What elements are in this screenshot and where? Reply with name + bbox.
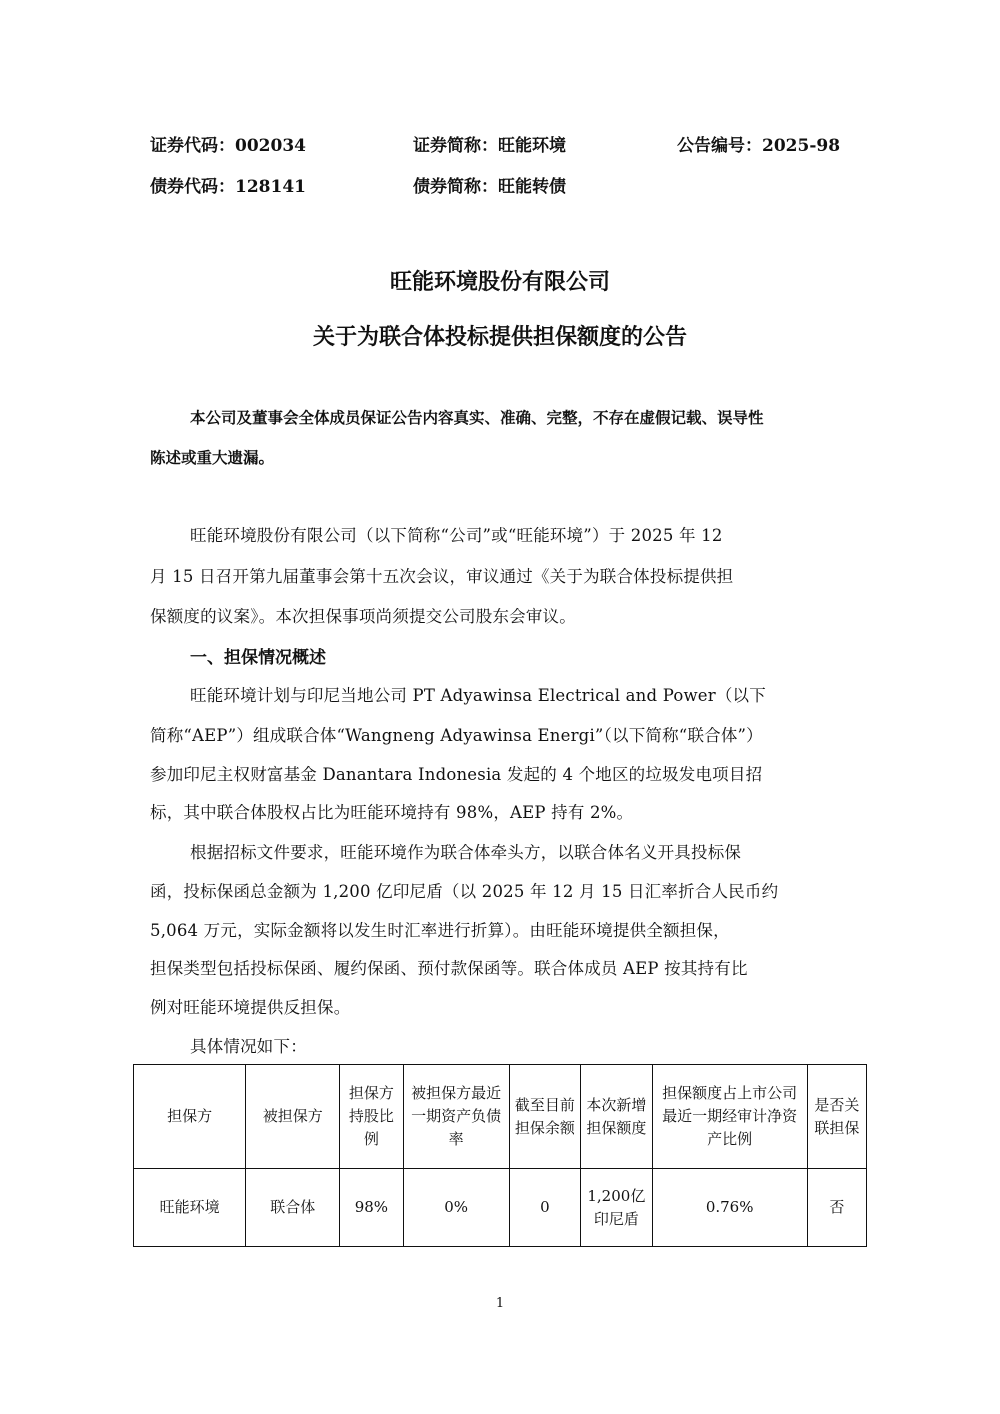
cell-related-party: 否 <box>807 1169 866 1247</box>
board-statement-line-1: 本公司及董事会全体成员保证公告内容真实、准确、完整，不存在虚假记载、误导性 <box>190 408 764 427</box>
para1-line-3: 参加印尼主权财富基金 Danantara Indonesia 发起的 4 个地区的垃圾发电项目招 <box>150 765 763 784</box>
notice-number: 公告编号：2025-98 <box>677 136 841 156</box>
col-header-related-party: 是否关联担保 <box>807 1065 866 1169</box>
para1-line-1: 旺能环境计划与印尼当地公司 PT Adyawinsa Electrical and Power（以下 <box>190 686 766 705</box>
cell-guarantor: 旺能环境 <box>134 1169 246 1247</box>
cell-new-guarantee-amount: 1,200亿印尼盾 <box>581 1169 652 1247</box>
board-statement-line-2: 陈述或重大遗漏。 <box>150 448 275 467</box>
announcement-title: 关于为联合体投标提供担保额度的公告 <box>312 324 687 350</box>
stock-code: 证券代码：002034 <box>150 136 306 156</box>
para2-line-2: 函，投标保函总金额为 1,200 亿印尼盾（以 2025 年 12 月 15 日汇率折合人民币约 <box>150 882 779 901</box>
col-header-current-balance: 截至目前担保余额 <box>509 1065 580 1169</box>
para2-line-5: 例对旺能环境提供反担保。 <box>150 998 351 1017</box>
table-header-row <box>134 1065 867 1169</box>
col-header-shareholding-ratio: 担保方持股比例 <box>340 1065 403 1169</box>
bond-abbreviation: 债券简称：旺能转债 <box>413 177 566 197</box>
cell-asset-liability-ratio: 0% <box>403 1169 509 1247</box>
para1-line-2: 简称“AEP”）组成联合体“Wangneng Adyawinsa Energi”（以下简称“联合体”） <box>150 726 763 745</box>
bond-code: 债券代码：128141 <box>150 177 306 197</box>
cell-shareholding-ratio: 98% <box>340 1169 403 1247</box>
intro-line-1: 旺能环境股份有限公司（以下简称“公司”或“旺能环境”）于 2025 年 12 <box>190 526 723 545</box>
col-header-guarantor: 担保方 <box>134 1065 246 1169</box>
cell-guaranteed-party: 联合体 <box>246 1169 340 1247</box>
company-title: 旺能环境股份有限公司 <box>389 269 610 295</box>
cell-current-balance: 0 <box>509 1169 580 1247</box>
details-intro: 具体情况如下： <box>190 1037 307 1056</box>
para2-line-1: 根据招标文件要求，旺能环境作为联合体牵头方，以联合体名义开具投标保 <box>190 843 742 862</box>
col-header-new-guarantee-amount: 本次新增担保额度 <box>581 1065 652 1169</box>
guarantee-table <box>133 1064 867 1247</box>
page-number: 1 <box>495 1296 505 1311</box>
col-header-asset-liability-ratio: 被担保方最近一期资产负债率 <box>403 1065 509 1169</box>
col-header-net-asset-ratio: 担保额度占上市公司最近一期经审计净资产比例 <box>652 1065 807 1169</box>
stock-abbreviation: 证券简称：旺能环境 <box>413 136 566 156</box>
para1-line-4: 标，其中联合体股权占比为旺能环境持有 98%，AEP 持有 2%。 <box>150 803 634 822</box>
section-heading: 一、担保情况概述 <box>190 648 326 668</box>
cell-net-asset-ratio: 0.76% <box>652 1169 807 1247</box>
table-row <box>134 1169 867 1247</box>
intro-line-2: 月 15 日召开第九届董事会第十五次会议，审议通过《关于为联合体投标提供担 <box>150 567 734 586</box>
col-header-guaranteed-party: 被担保方 <box>246 1065 340 1169</box>
para2-line-3: 5,064 万元，实际金额将以发生时汇率进行折算）。由旺能环境提供全额担保， <box>150 921 730 940</box>
para2-line-4: 担保类型包括投标保函、履约保函、预付款保函等。联合体成员 AEP 按其持有比 <box>150 959 748 978</box>
intro-line-3: 保额度的议案》。本次担保事项尚须提交公司股东会审议。 <box>150 607 576 626</box>
